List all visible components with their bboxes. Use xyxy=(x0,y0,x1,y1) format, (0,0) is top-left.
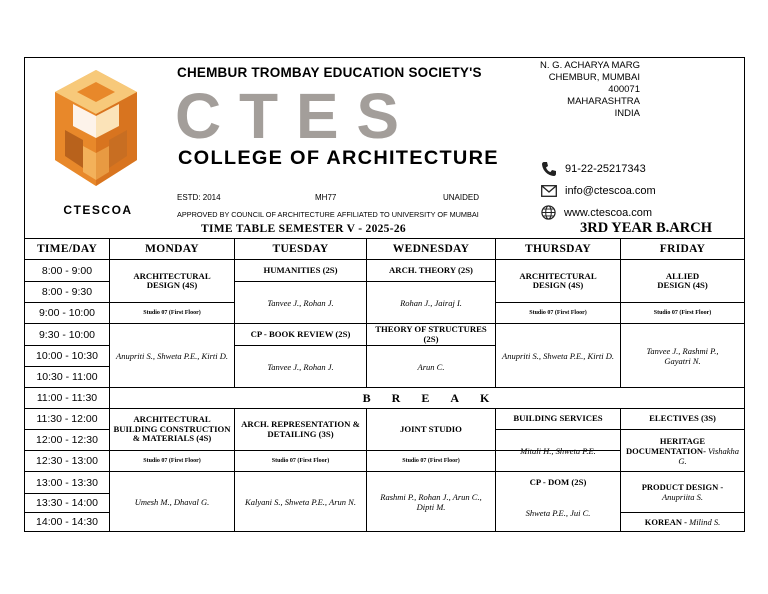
globe-icon xyxy=(541,205,556,220)
friday-ad-faculty: Tanvee J., Rashmi P., Gayatri N. xyxy=(646,345,719,366)
approval-text: APPROVED BY COUNCIL OF ARCHITECTURE xyxy=(177,210,335,219)
header-monday: MONDAY xyxy=(145,243,199,255)
timetable-sheet xyxy=(24,57,745,532)
affiliation-text: AFFILIATED TO UNIVERSITY OF MUMBAI xyxy=(337,210,479,219)
heritage-label: HERITAGE DOCUMENTATION- xyxy=(625,435,706,456)
ctescoa-logo-icon xyxy=(53,68,139,188)
phone-contact xyxy=(541,161,646,177)
email-address: info@ctescoa.com xyxy=(565,185,656,197)
estd-text: ESTD: 2014 xyxy=(177,193,221,202)
header-friday: FRIDAY xyxy=(659,243,706,255)
monday-ad-room: Studio 07 (First Floor) xyxy=(143,310,201,316)
time-slot: 10:30 - 11:00 xyxy=(36,371,98,383)
timetable-title: TIME TABLE SEMESTER V - 2025-26 xyxy=(201,223,406,235)
tuesday-humanities-faculty: Tanvee J., Rohan J. xyxy=(267,297,334,308)
friday-electives: ELECTIVES (3S) xyxy=(649,413,716,424)
korean-label: KOREAN - xyxy=(644,517,687,527)
thursday-bs-faculty: Mitali H., Shweta P.E. xyxy=(520,445,596,456)
tuesday-ard-faculty: Kalyani S., Shweta P.E., Arun N. xyxy=(245,496,356,507)
tuesday-arch-representation: ARCH. REPRESENTATION & DETAILING (3S) xyxy=(241,419,360,439)
time-slot: 11:00 - 11:30 xyxy=(36,392,98,404)
korean-faculty: Milind S. xyxy=(686,517,721,527)
time-slot: 8:00 - 9:00 xyxy=(41,264,93,277)
web-contact xyxy=(541,205,652,220)
monday-building-construction: ARCHITECTURAL BUILDING CONSTRUCTION & MATERIALS (4S) xyxy=(113,414,231,444)
wednesday-js-room: Studio 07 (First Floor) xyxy=(402,458,460,464)
friday-ad-room: Studio 07 (First Floor) xyxy=(653,310,712,316)
thursday-cp-dom: CP - DOM (2S) xyxy=(529,476,587,487)
header-thursday: THURSDAY xyxy=(525,243,591,255)
header-tuesday: TUESDAY xyxy=(272,243,329,255)
wednesday-joint-studio: JOINT STUDIO xyxy=(400,423,462,434)
wednesday-theory-of-structures: THEORY OF STRUCTURES (2S) xyxy=(375,324,487,344)
wednesday-arch-theory: ARCH. THEORY (2S) xyxy=(389,264,473,275)
tuesday-cp-book-review: CP - BOOK REVIEW (2S) xyxy=(250,328,351,339)
wednesday-js-faculty: Rashmi P., Rohan J., Arun C., Dipti M. xyxy=(380,491,482,512)
friday-product-design-elective xyxy=(621,472,744,512)
friday-heritage-elective xyxy=(621,430,744,471)
break-row: BREAK xyxy=(362,390,511,405)
address-line: N. G. ACHARYA MARG xyxy=(540,60,640,71)
wednesday-tos-faculty: Arun C. xyxy=(417,361,445,372)
time-slot: 12:30 - 13:00 xyxy=(36,455,98,467)
thursday-ad-room: Studio 07 (First Floor) xyxy=(529,310,587,316)
college-name: COLLEGE OF ARCHITECTURE xyxy=(178,148,499,169)
tuesday-ard-room: Studio 07 (First Floor) xyxy=(271,458,330,464)
address-line: INDIA xyxy=(614,108,640,119)
svg-text:C T E S: C T E S xyxy=(175,86,399,144)
thursday-architectural-design: ARCHITECTURAL DESIGN (4S) xyxy=(519,270,597,290)
header-time-day: TIME/DAY xyxy=(36,243,98,255)
time-slot: 12:00 - 12:30 xyxy=(36,434,98,446)
product-design-label: PRODUCT DESIGN - xyxy=(641,482,724,492)
phone-icon xyxy=(541,161,557,177)
friday-allied-design: ALLIED DESIGN (4S) xyxy=(657,270,708,290)
email-contact xyxy=(541,185,656,197)
phone-number: 91-22-25217343 xyxy=(565,163,646,175)
wednesday-arch-theory-faculty: Rohan J., Jairaj I. xyxy=(400,297,462,308)
year-label: 3RD YEAR B.ARCH xyxy=(580,220,712,236)
timetable-grid xyxy=(25,238,744,531)
product-design-faculty: Anupriita S. xyxy=(661,492,704,502)
tuesday-humanities: HUMANITIES (2S) xyxy=(263,264,338,275)
monday-bc-faculty: Umesh M., Dhaval G. xyxy=(134,496,210,507)
address-block xyxy=(520,60,640,120)
ctes-wordmark xyxy=(175,86,401,144)
time-slot: 14:00 - 14:30 xyxy=(36,516,98,528)
website-url: www.ctescoa.com xyxy=(564,206,653,219)
status-text: UNAIDED xyxy=(443,193,480,202)
heritage-faculty: Vishakha G. xyxy=(678,445,740,466)
thursday-cp-faculty: Shweta P.E., Jui C. xyxy=(525,507,591,518)
logo-text: CTESCOA xyxy=(63,203,133,217)
time-slot: 13:30 - 14:00 xyxy=(36,497,98,509)
time-slot: 11:30 - 12:00 xyxy=(36,413,98,425)
monday-architectural-design: ARCHITECTURAL DESIGN (4S) xyxy=(133,270,211,290)
address-line: CHEMBUR, MUMBAI 400071 xyxy=(548,72,640,95)
time-slot: 9:30 - 10:00 xyxy=(38,328,96,341)
society-name: CHEMBUR TROMBAY EDUCATION SOCIETY'S xyxy=(177,65,482,80)
envelope-icon xyxy=(541,185,557,197)
thursday-building-services: BUILDING SERVICES xyxy=(513,413,603,424)
friday-korean-elective xyxy=(621,513,744,531)
time-slot: 8:00 - 9:30 xyxy=(41,286,93,298)
time-slot: 13:00 - 13:30 xyxy=(36,476,98,489)
monday-ad-faculty: Anupriti S., Shweta P.E., Kirti D. xyxy=(116,350,229,361)
thursday-ad-faculty: Anupriti S., Shweta P.E., Kirti D. xyxy=(502,350,615,361)
tuesday-cp-faculty: Tanvee J., Rohan J. xyxy=(267,361,334,372)
monday-bc-room: Studio 07 (First Floor) xyxy=(143,458,201,464)
header-wednesday: WEDNESDAY xyxy=(392,243,470,255)
time-slot: 10:00 - 10:30 xyxy=(36,350,98,362)
time-slot: 9:00 - 10:00 xyxy=(38,307,96,319)
institute-code: MH77 xyxy=(315,193,337,202)
address-line: MAHARASHTRA xyxy=(567,96,640,107)
